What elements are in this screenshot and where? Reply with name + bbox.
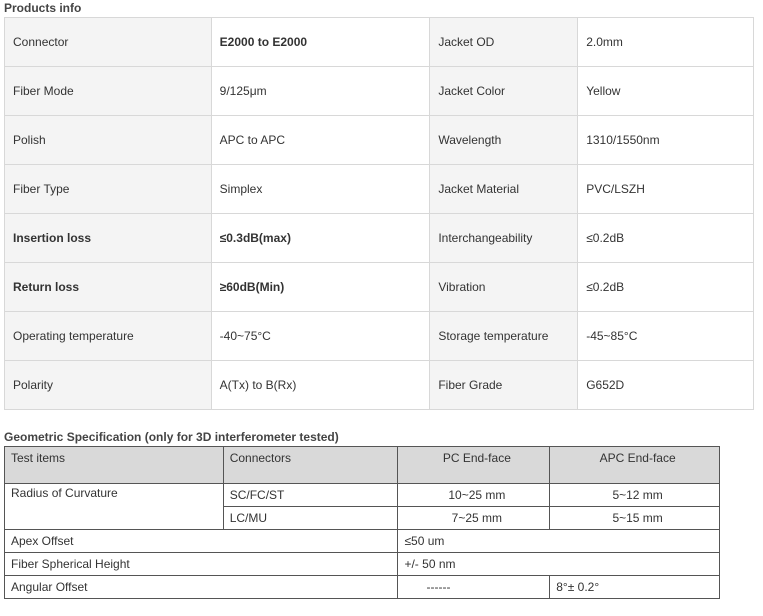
pc-value: 7~25 mm — [398, 507, 550, 530]
pc-value: 10~25 mm — [398, 484, 550, 507]
spec-label: Vibration — [430, 263, 578, 312]
table-row — [5, 312, 754, 361]
angular-offset-label: Angular Offset — [5, 576, 398, 599]
spec-label: Interchangeability — [430, 214, 578, 263]
spherical-height-value: +/- 50 nm — [398, 553, 720, 576]
spec-label: Insertion loss — [5, 214, 212, 263]
spec-label: Polarity — [5, 361, 212, 410]
spec-value: ≤0.2dB — [578, 214, 754, 263]
spec-value: Yellow — [578, 67, 754, 116]
spec-value: 2.0mm — [578, 18, 754, 67]
spec-value: G652D — [578, 361, 754, 410]
spec-value: ≤0.3dB(max) — [211, 214, 430, 263]
spec-value: ≥60dB(Min) — [211, 263, 430, 312]
spec-label: Connector — [5, 18, 212, 67]
geometric-spec-title: Geometric Specification (only for 3D interferometer tested) — [4, 430, 339, 444]
apex-offset-label: Apex Offset — [5, 530, 398, 553]
header-test-items: Test items — [5, 447, 224, 484]
table-row — [5, 530, 720, 553]
table-row — [5, 214, 754, 263]
header-apc-end-face: APC End-face — [550, 447, 720, 484]
header-pc-end-face: PC End-face — [398, 447, 550, 484]
angular-offset-pc: ------ — [398, 576, 550, 599]
spec-label: Operating temperature — [5, 312, 212, 361]
spec-label: Storage temperature — [430, 312, 578, 361]
spec-label: Return loss — [5, 263, 212, 312]
table-row — [5, 165, 754, 214]
spec-label: Polish — [5, 116, 212, 165]
geometric-spec-table — [4, 446, 720, 599]
spec-label: Fiber Type — [5, 165, 212, 214]
angular-offset-apc: 8°± 0.2° — [550, 576, 720, 599]
spec-value: 9/125μm — [211, 67, 430, 116]
spec-value: 1310/1550nm — [578, 116, 754, 165]
spec-label: Fiber Mode — [5, 67, 212, 116]
table-row — [5, 67, 754, 116]
table-row — [5, 361, 754, 410]
products-info-title: Products info — [4, 1, 82, 15]
spec-label: Jacket Material — [430, 165, 578, 214]
spec-value: Simplex — [211, 165, 430, 214]
table-row — [5, 576, 720, 599]
products-info-table — [4, 17, 754, 410]
spec-value: PVC/LSZH — [578, 165, 754, 214]
geo-header-row — [5, 447, 720, 484]
spec-label: Fiber Grade — [430, 361, 578, 410]
spec-value: APC to APC — [211, 116, 430, 165]
spec-label: Jacket OD — [430, 18, 578, 67]
spec-value: A(Tx) to B(Rx) — [211, 361, 430, 410]
table-row — [5, 263, 754, 312]
spec-value: E2000 to E2000 — [211, 18, 430, 67]
spec-value: ≤0.2dB — [578, 263, 754, 312]
connector-cell: SC/FC/ST — [223, 484, 398, 507]
apc-value: 5~12 mm — [550, 484, 720, 507]
spherical-height-label: Fiber Spherical Height — [5, 553, 398, 576]
header-connectors: Connectors — [223, 447, 398, 484]
spec-value: -40~75°C — [211, 312, 430, 361]
spec-label: Jacket Color — [430, 67, 578, 116]
table-row — [5, 553, 720, 576]
table-row — [5, 116, 754, 165]
radius-of-curvature-label: Radius of Curvature — [5, 484, 224, 530]
apex-offset-value: ≤50 um — [398, 530, 720, 553]
spec-label: Wavelength — [430, 116, 578, 165]
table-row — [5, 18, 754, 67]
table-row — [5, 484, 720, 507]
apc-value: 5~15 mm — [550, 507, 720, 530]
connector-cell: LC/MU — [223, 507, 398, 530]
spec-value: -45~85°C — [578, 312, 754, 361]
